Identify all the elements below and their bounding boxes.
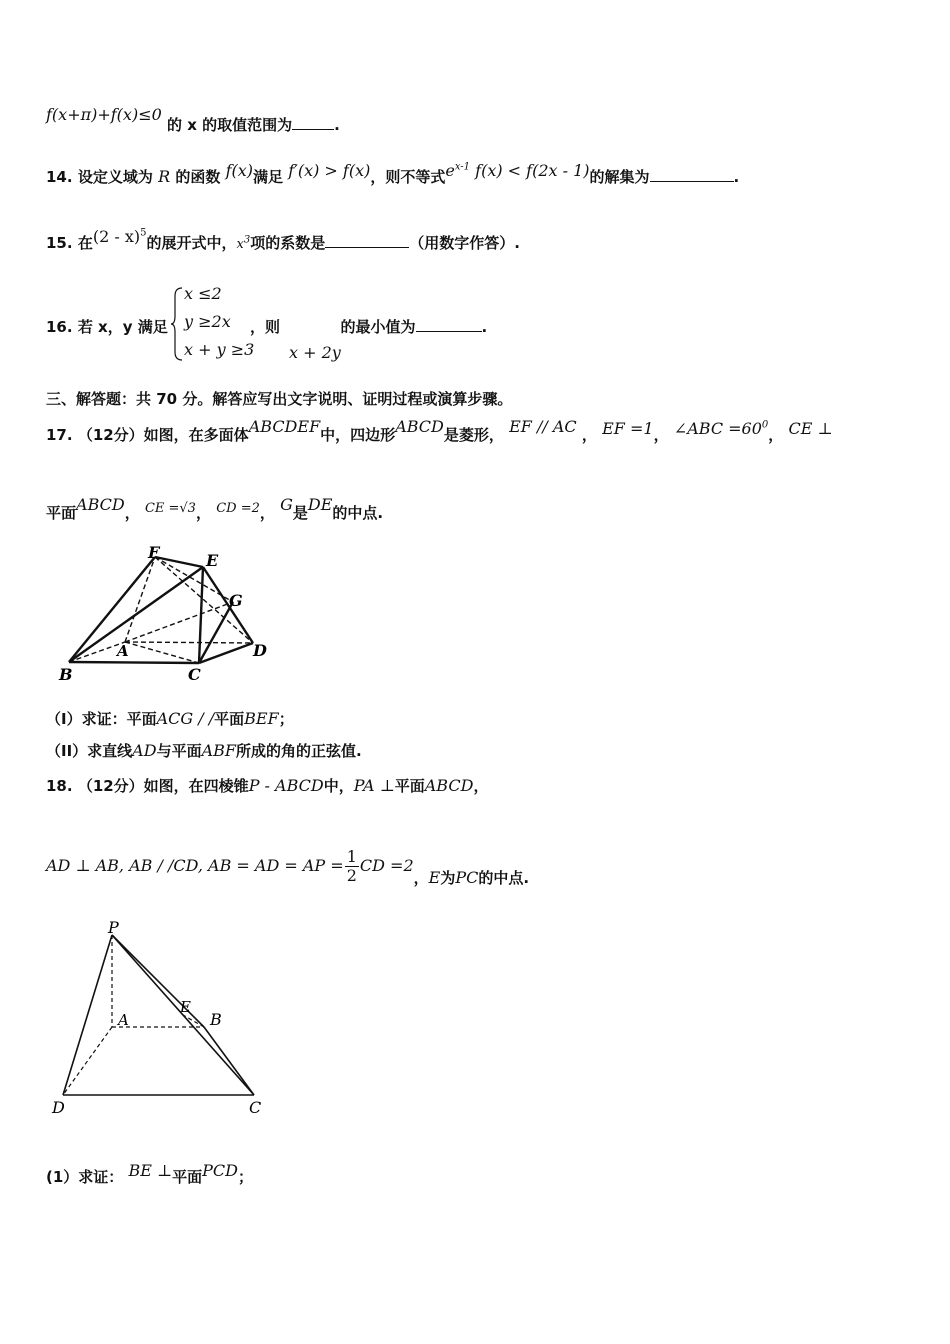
q17-l2-cond-2: CD =2 xyxy=(216,501,260,516)
q15-text-4: （用数字作答）. xyxy=(409,234,520,252)
q15-number: 15. xyxy=(46,234,73,252)
q16-text-2: ，则 xyxy=(250,318,281,336)
q15-text-3: 项的系数是 xyxy=(250,234,326,252)
q17-l2-G: G xyxy=(280,495,293,514)
q17-l2-text-3: 的中点. xyxy=(332,504,384,522)
q17-figure xyxy=(55,540,285,690)
q17-fig-label-F: F xyxy=(148,543,160,562)
q17-cond-3-sup: 0 xyxy=(761,419,769,431)
q14-R: R xyxy=(158,167,171,186)
q17-sub1-text-2: 平面 xyxy=(214,710,245,728)
q15-text-2: 的展开式中， xyxy=(146,234,237,252)
q18-cond-a: AD ⊥ AB, AB / /CD, AB = AD = AP = xyxy=(46,856,344,875)
q14-text-3: 满足 xyxy=(253,168,284,186)
section-3-heading: 三、解答题：共 70 分。解答应写出文字说明、证明过程或演算步骤。 xyxy=(46,390,513,408)
q18-PC: PC xyxy=(455,868,479,887)
q18-fig-label-C: C xyxy=(249,1098,262,1117)
q14-cond: f′(x) > f(x) xyxy=(288,161,371,180)
q15-text-1: 在 xyxy=(77,234,93,252)
q18-line-2 xyxy=(46,848,529,885)
q18-fig-label-D: D xyxy=(52,1098,65,1117)
q17-l2-DE: DE xyxy=(307,495,333,514)
q17-quad: ABCD xyxy=(395,417,444,436)
q17-line-2: 平面ABCD， CE =√3， CD =2， G是DE的中点. xyxy=(46,495,384,522)
q17-poly: ABCDEF xyxy=(248,417,321,436)
q14-answer-blank[interactable] xyxy=(650,167,734,182)
q18-text-6: 为 xyxy=(440,869,456,887)
q17-fig-label-A: A xyxy=(117,642,129,660)
q17-text-2: 中，四边形 xyxy=(320,426,396,444)
q14-ineq: f(x) < f(2x - 1) xyxy=(475,161,590,180)
q16-brace-icon xyxy=(170,286,184,362)
q14-text-1: 设定义域为 xyxy=(77,168,153,186)
q18-fig-label-A: A xyxy=(118,1011,129,1029)
q16-text-1: 若 x，y 满足 xyxy=(77,318,168,336)
q14 xyxy=(46,161,740,187)
q16-rest xyxy=(250,316,487,337)
q17-fig-label-D: D xyxy=(253,641,267,660)
q17-sub2-math-2: ABF xyxy=(201,741,236,760)
q17-sub2-math-1: AD xyxy=(132,741,157,760)
q17-text-1: （12分）如图，在多面体 xyxy=(77,426,249,444)
q18-frac-num: 1 xyxy=(346,847,357,866)
q17-fig-label-E: E xyxy=(206,551,219,570)
q14-e: e xyxy=(445,161,455,180)
q18-line-1 xyxy=(46,775,488,796)
q13-answer-blank[interactable] xyxy=(292,115,334,130)
q13-tail xyxy=(46,104,340,134)
q18-fig-label-E: E xyxy=(180,998,191,1016)
q18-text-1: （12分）如图，在四棱锥 xyxy=(77,777,249,795)
q17-l2-cond-1: CE =√3 xyxy=(144,501,196,516)
q17-cond-1: EF // AC xyxy=(509,417,577,436)
q13-expr: f(x+π)+f(x)≤0 xyxy=(46,105,162,124)
q14-end: . xyxy=(733,168,740,186)
q18-sub1-text-1: (1）求证： xyxy=(46,1168,124,1186)
q13-end: . xyxy=(334,116,340,134)
q16-constraint-1: x ≤2 xyxy=(184,284,222,303)
q16-expr: x + 2y xyxy=(289,343,341,362)
q16 xyxy=(46,316,168,337)
q18-sub1-math-1: BE ⊥ xyxy=(128,1161,173,1180)
q13-text: 的 x 的取值范围为 xyxy=(167,116,293,134)
q14-text-4: ，则不等式 xyxy=(370,168,446,186)
q17-cond-2: EF =1 xyxy=(602,419,654,438)
q17-sub1-math-2: BEF xyxy=(244,709,279,728)
q18-fig-label-B: B xyxy=(210,1010,222,1029)
q17-number: 17. xyxy=(46,426,73,444)
q17-l2-plane: ABCD xyxy=(76,495,125,514)
q18-E: E xyxy=(428,868,441,887)
q17-line-1: 17. （12分）如图，在多面体ABCDEF中，四边形ABCD是菱形， EF // AC ， EF =1， ∠ABC $=60^0$， CE ⊥ xyxy=(46,417,833,444)
q17-sub2-text-3: 所成的角的正弦值. xyxy=(236,742,362,760)
q17-sub1-text-3: ； xyxy=(278,710,294,728)
q17-fig-label-G: G xyxy=(229,591,243,610)
q16-constraint-3: x + y ≥3 xyxy=(184,340,255,359)
q18-sub1-text-2: 平面 xyxy=(172,1168,203,1186)
q18-text-2: 中， xyxy=(323,777,354,795)
q17-sub2 xyxy=(46,740,362,761)
q17-text-3: 是菱形， xyxy=(443,426,504,444)
q16-number: 16. xyxy=(46,318,73,336)
q18-cond-2: ABCD xyxy=(424,776,474,795)
q15-expr-sup: 5 xyxy=(140,227,147,239)
q18-text-3: 平面 xyxy=(394,777,425,795)
q17-cond-4: CE ⊥ xyxy=(788,419,833,438)
q16-text-3: 的最小值为 xyxy=(340,318,416,336)
q16-constraint-2: y ≥2x xyxy=(184,312,231,331)
q17-l2-text-1: 平面 xyxy=(46,504,77,522)
q14-fx: f(x) xyxy=(225,161,254,180)
q18-text-4: ， xyxy=(473,777,489,795)
q15-answer-blank[interactable] xyxy=(325,233,409,248)
q14-text-2: 的函数 xyxy=(175,168,221,186)
q14-number: 14. xyxy=(46,168,73,186)
q18-sub1-text-3: ； xyxy=(237,1168,253,1186)
q17-fig-label-B: B xyxy=(59,665,73,684)
q17-sub1-math-1: ACG / / xyxy=(156,709,215,728)
q18-sub1 xyxy=(46,1160,253,1186)
q17-cond-3: ∠ABC =60 xyxy=(673,419,762,438)
q15-expr: (2 - x) xyxy=(92,227,141,246)
q18-cond-1: PA ⊥ xyxy=(353,776,395,795)
q18-pyramid: P - ABCD xyxy=(248,776,324,795)
q18-fig-label-P: P xyxy=(108,918,119,937)
q18-frac-den: 2 xyxy=(346,866,357,885)
q18-cond-b: CD =2 xyxy=(359,856,414,875)
q18-figure xyxy=(48,915,288,1120)
q15-term-sup: 3 xyxy=(243,234,251,246)
q16-end: . xyxy=(481,318,488,336)
q17-sub2-text-2: 与平面 xyxy=(156,742,202,760)
q18-text-7: 的中点. xyxy=(478,869,530,887)
q15 xyxy=(46,227,520,253)
q17-sub1-text-1: （Ⅰ）求证：平面 xyxy=(46,710,157,728)
q16-answer-blank[interactable] xyxy=(416,317,482,332)
q14-text-5: 的解集为 xyxy=(589,168,650,186)
q15-term: x xyxy=(236,237,244,252)
q18-sub1-math-2: PCD xyxy=(202,1161,238,1180)
q18-number: 18. xyxy=(46,777,73,795)
q17-sub1 xyxy=(46,708,294,729)
q17-fig-label-C: C xyxy=(188,665,201,684)
q14-e-sup: x-1 xyxy=(454,161,471,173)
q17-sub2-text-1: （ⅠⅠ）求直线 xyxy=(46,742,133,760)
q18-text-5: ， xyxy=(413,869,429,887)
q17-l2-text-2: 是 xyxy=(292,504,308,522)
